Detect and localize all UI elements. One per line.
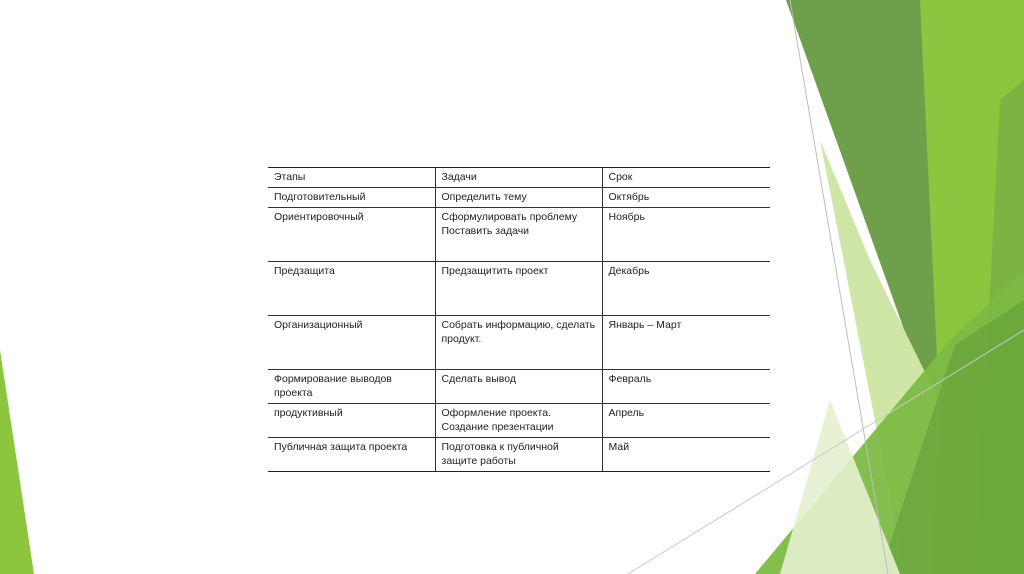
table-row bbox=[268, 404, 770, 438]
cell-task: Собрать информацию, сделать продукт. bbox=[435, 316, 602, 370]
cell-term: Октябрь bbox=[602, 188, 770, 208]
cell-task: Предзащитить проект bbox=[435, 262, 602, 316]
cell-stage: Ориентировочный bbox=[268, 208, 435, 262]
cell-task: Сформулировать проблему Поставить задачи bbox=[435, 208, 602, 262]
cell-stage: Публичная защита проекта bbox=[268, 438, 435, 472]
project-stages-table bbox=[268, 167, 770, 472]
table-row bbox=[268, 208, 770, 262]
cell-stage: продуктивный bbox=[268, 404, 435, 438]
header-stage: Этапы bbox=[268, 168, 435, 188]
cell-stage: Предзащита bbox=[268, 262, 435, 316]
cell-task: Подготовка к публичной защите работы bbox=[435, 438, 602, 472]
cell-task: Определить тему bbox=[435, 188, 602, 208]
table-row bbox=[268, 370, 770, 404]
cell-term: Апрель bbox=[602, 404, 770, 438]
cell-term: Декабрь bbox=[602, 262, 770, 316]
header-task: Задачи bbox=[435, 168, 602, 188]
table-header-row bbox=[268, 168, 770, 188]
cell-stage: Подготовительный bbox=[268, 188, 435, 208]
cell-task: Оформление проекта. Создание презентации bbox=[435, 404, 602, 438]
left-green-sliver bbox=[0, 350, 34, 574]
cell-stage: Организационный bbox=[268, 316, 435, 370]
cell-task: Сделать вывод bbox=[435, 370, 602, 404]
table-row bbox=[268, 438, 770, 472]
header-term: Срок bbox=[602, 168, 770, 188]
table-row bbox=[268, 262, 770, 316]
cell-term: Май bbox=[602, 438, 770, 472]
table-row bbox=[268, 316, 770, 370]
cell-term: Январь – Март bbox=[602, 316, 770, 370]
cell-stage: Формирование выводов проекта bbox=[268, 370, 435, 404]
table-row bbox=[268, 188, 770, 208]
cell-term: Ноябрь bbox=[602, 208, 770, 262]
cell-term: Февраль bbox=[602, 370, 770, 404]
